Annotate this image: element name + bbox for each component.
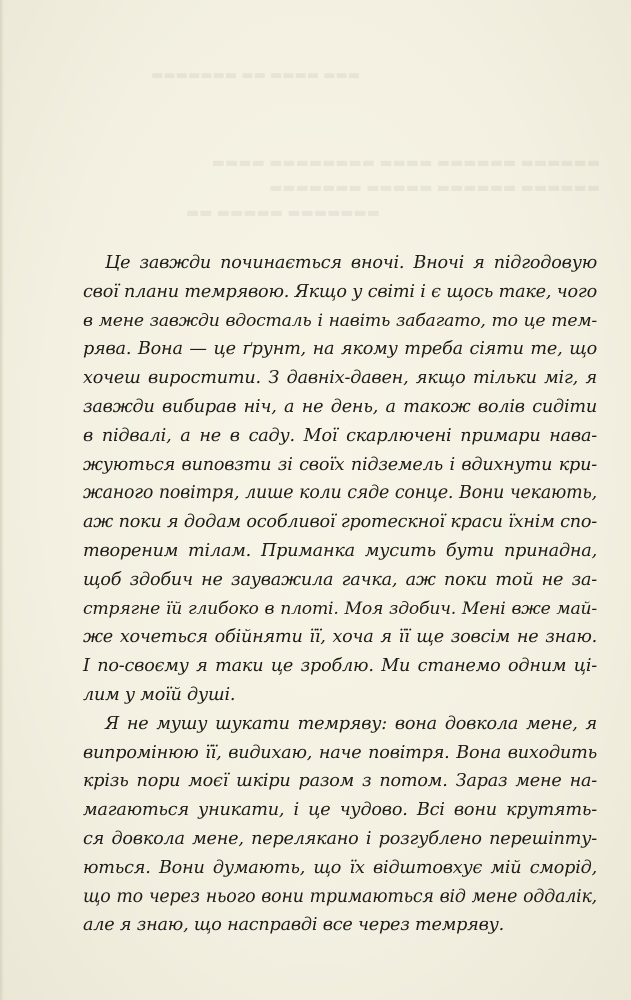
text-line: же хочеться обійняти її, хоча я її ще зовсім не знаю. xyxy=(83,627,597,648)
text-line: рява. Вона — це ґрунт, на якому треба сіяти те, що xyxy=(83,339,597,360)
text-line: але я знаю, що насправді все через темряву. xyxy=(83,915,505,936)
text-line: Це завжди починається вночі. Вночі я підгодовую xyxy=(105,253,597,273)
text-line: в мене завжди вдосталь і навіть забагато, то це тем- xyxy=(83,310,597,331)
text-line: щоб здобич не зауважила гачка, аж поки той не за- xyxy=(83,569,597,590)
show-through-decoration: ▬▬▬▬▬▬ ▬▬▬▬▬▬ ▬▬▬▬▬ ▬▬▬▬▬▬▬ xyxy=(269,180,600,196)
paragraph-2 xyxy=(83,710,597,940)
text-line: хочеш виростити. З давніх-давен, якщо тільки міг, я xyxy=(83,368,597,389)
text-line: в підвалі, а не в саду. Мої скарлючені примари нава- xyxy=(83,425,597,446)
page-edge-shadow xyxy=(0,0,4,1000)
paragraph-1 xyxy=(83,249,597,710)
text-line: ються. Вони думають, що їх відштовхує мій сморід, xyxy=(83,857,597,878)
text-line: випромінюю її, видихаю, наче повітря. Вона виходить xyxy=(83,742,597,763)
text-line: І по-своєму я таки це зроблю. Ми станемо одним ці- xyxy=(83,656,597,677)
text-line: ся довкола мене, перелякано і розгублено перешіпту- xyxy=(83,828,597,849)
text-line: стрягне їй глибоко в плоті. Моя здобич. Мені вже май- xyxy=(83,598,597,619)
text-line: крізь пори моєї шкіри разом з потом. Зараз мене на- xyxy=(83,771,597,792)
text-line: магаються уникати, і це чудово. Всі вони крутять- xyxy=(83,800,597,821)
text-line: жуються виповзти зі своїх підземель і вдихнути кри- xyxy=(83,454,597,475)
text-line: свої плани темрявою. Якщо у світі і є щось таке, чого xyxy=(83,281,597,302)
text-line: жаного повітря, лише коли сяде сонце. Вони чекають, xyxy=(83,483,597,504)
text-line: завжди вибирав ніч, а не день, а також волів сидіти xyxy=(83,396,597,417)
text-line: твореним тілам. Приманка мусить бути принадна, xyxy=(83,540,597,561)
text-line: Я не мушу шукати темряву: вона довкола мене, я xyxy=(105,713,597,734)
show-through-decoration: ▬▬▬▬▬▬ ▬▬▬▬▬▬ ▬▬▬▬ ▬▬▬▬▬▬▬▬ ▬▬▬▬ xyxy=(211,155,600,171)
show-through-decoration: ▬▬▬ ▬▬▬▬ ▬▬ ▬▬▬▬▬▬▬ xyxy=(151,68,360,83)
text-line: лим у моїй душі. xyxy=(83,684,236,705)
show-through-decoration: ▬▬▬▬▬▬▬ ▬▬▬▬▬ ▬▬ xyxy=(185,205,380,221)
text-line: аж поки я додам особливої гротескної краси їхнім спо- xyxy=(83,512,597,533)
text-line: що то через нього вони тримаються від мене оддалік, xyxy=(83,886,597,907)
body-text xyxy=(83,249,597,940)
